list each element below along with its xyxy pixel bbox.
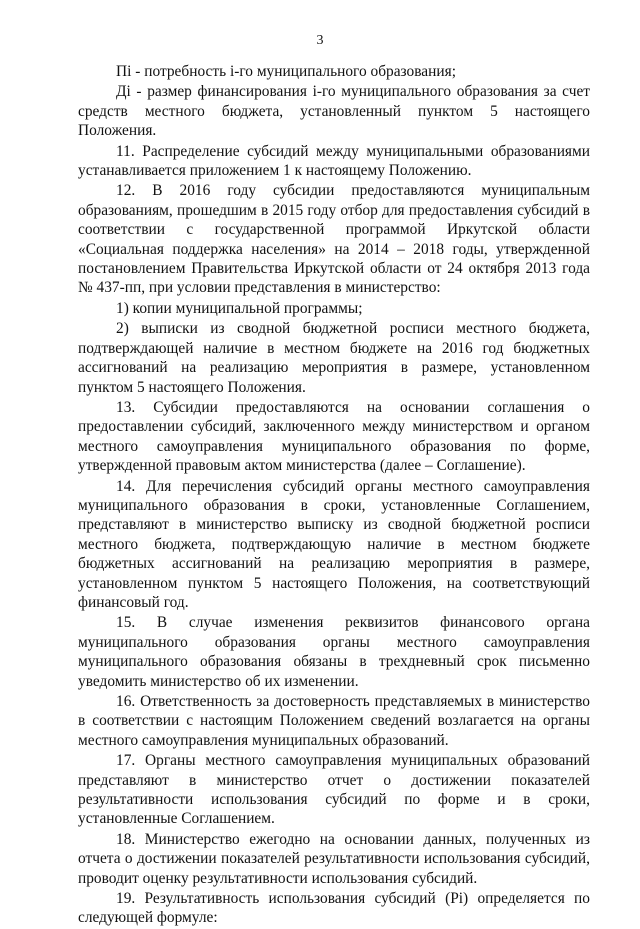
paragraph-12: 12. В 2016 году субсидии предоставляются муниципальным образованиям, прошедшим в 2015 году отбор для предоставления субсидий в соответствии с государственной программой Иркутской области «Социальная поддержка населения» на 2014 – 2018 годы, утвержденной постановлением Правительства Иркутской области от 24 октября 2013 года № 437-пп, при условии представления в министерство: (78, 182, 590, 297)
paragraph-17: 17. Органы местного самоуправления муниципальных образований представляют в министерство отчет о достижении показателей результативности использования субсидий по форме и в сроки, установленные Соглашением. (78, 752, 590, 828)
paragraph-16: 16. Ответственность за достоверность представляемых в министерство в соответствии с настоящим Положением сведений возлагается на органы местного самоуправления муниципальных образований. (78, 693, 590, 749)
paragraph-12-item-2: 2) выписки из сводной бюджетной росписи местного бюджета, подтверждающей наличие в местном бюджете на 2016 год бюджетных ассигнований на реализацию мероприятия в размере, установленном пунктом 5 настоящего Положения. (78, 320, 590, 396)
paragraph-12-item-1: 1) копии муниципальной программы; (116, 299, 363, 317)
paragraph-11: 11. Распределение субсидий между муниципальными образованиями устанавливается приложением 1 к настоящему Положению. (78, 142, 590, 180)
paragraph-15: 15. В случае изменения реквизитов финансового органа муниципального образования органы местного самоуправления муниципального образования обязаны в трехдневный срок письменно уведомить министерство об их изменении. (78, 614, 590, 690)
paragraph-14: 14. Для перечисления субсидий органы местного самоуправления муниципального образования в сроки, установленные Соглашением, представляют в министерство выписку из сводной бюджетной росписи местного бюджета, подтверждающую наличие в местном бюджете бюджетных ассигнований на реализацию мероприятия в размере, установленном пунктом 5 настоящего Положения, на соответствующий финансовый год. (78, 477, 590, 611)
paragraph-d-definition: Дi - размер финансирования i-го муниципального образования за счет средств местного бюджета, установленный пунктом 5 настоящего Положения. (78, 83, 590, 140)
paragraph-18: 18. Министерство ежегодно на основании данных, полученных из отчета о достижении показателей результативности использования субсидий, проводит оценку результативности использования субсидий. (78, 830, 590, 887)
document-body (78, 62, 590, 929)
page-number: 3 (316, 33, 324, 48)
paragraph-13: 13. Субсидии предоставляются на основании соглашения о предоставлении субсидий, заключенного между министерством и органом местного самоуправления муниципального образования по форме, утвержденной правовым актом министерства (далее – Соглашение). (78, 398, 590, 475)
paragraph-19: 19. Результативность использования субсидий (Pi) определяется по следующей формуле: (78, 890, 590, 927)
paragraph-p-definition: Пi - потребность i-го муниципального образования; (116, 63, 456, 80)
